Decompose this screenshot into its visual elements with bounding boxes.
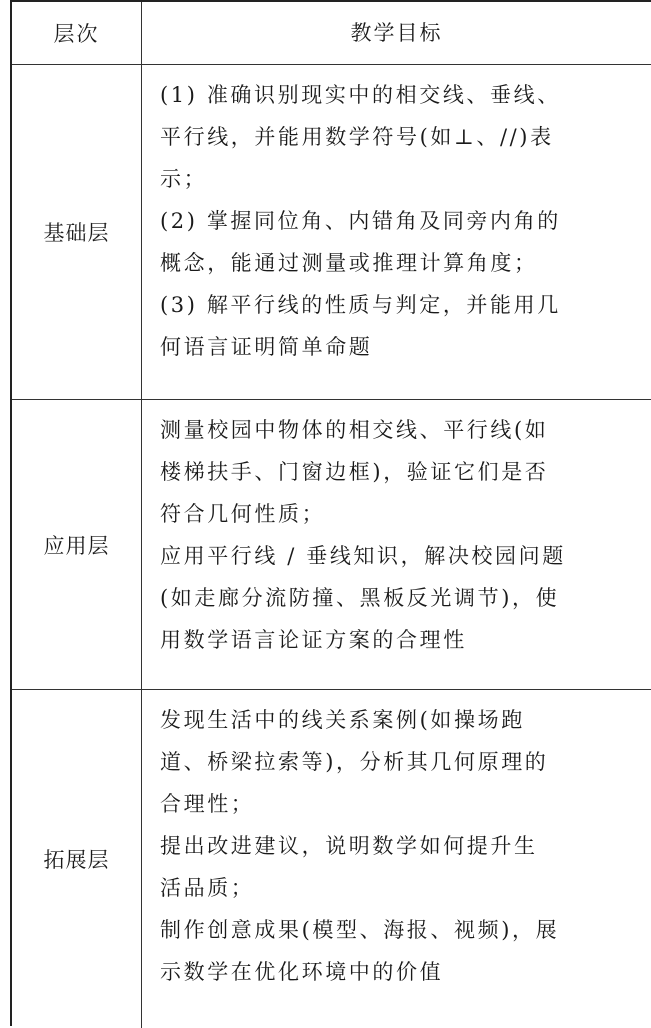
goal-line: 用数学语言论证方案的合理性 bbox=[160, 628, 467, 652]
goal-line: 概念，能通过测量或推理计算角度； bbox=[160, 251, 538, 275]
goal-line: (3) 解平行线的性质与判定，并能用几 bbox=[160, 293, 561, 317]
goal-cell bbox=[142, 400, 651, 689]
table-header-row bbox=[12, 2, 651, 65]
teaching-goals-table bbox=[10, 0, 651, 1026]
goal-line: 道、桥梁拉索等)，分析其几何原理的 bbox=[160, 750, 549, 774]
goal-cell bbox=[142, 65, 651, 399]
goal-line: (如走廊分流防撞、黑板反光调节)，使 bbox=[160, 586, 560, 610]
header-goal: 教学目标 bbox=[350, 21, 443, 45]
goal-line: 合理性； bbox=[160, 792, 255, 816]
level-label: 基础层 bbox=[12, 65, 142, 399]
goal-line: 符合几何性质； bbox=[160, 502, 326, 526]
level-label: 拓展层 bbox=[12, 690, 142, 1028]
goal-cell bbox=[142, 690, 651, 1028]
table-row bbox=[12, 400, 651, 690]
goal-line: 平行线，并能用数学符号(如⊥、//)表 bbox=[160, 125, 554, 149]
header-level: 层次 bbox=[12, 2, 142, 64]
goal-line: 测量校园中物体的相交线、平行线(如 bbox=[160, 418, 549, 442]
goal-line: 发现生活中的线关系案例(如操场跑 bbox=[160, 708, 525, 732]
goal-line: (2) 掌握同位角、内错角及同旁内角的 bbox=[160, 209, 561, 233]
table-row bbox=[12, 65, 651, 400]
goal-line: 何语言证明简单命题 bbox=[160, 335, 373, 359]
table-row bbox=[12, 690, 651, 1028]
goal-line: 应用平行线 / 垂线知识，解决校园问题 bbox=[160, 544, 566, 568]
goal-line: (1) 准确识别现实中的相交线、垂线、 bbox=[160, 83, 561, 107]
goal-line: 制作创意成果(模型、海报、视频)，展 bbox=[160, 918, 560, 942]
goal-line: 示数学在优化环境中的价值 bbox=[160, 960, 444, 984]
goal-line: 示； bbox=[160, 167, 208, 191]
goal-line: 活品质； bbox=[160, 876, 255, 900]
goal-line: 提出改进建议，说明数学如何提升生 bbox=[160, 834, 538, 858]
goal-line: 楼梯扶手、门窗边框)，验证它们是否 bbox=[160, 460, 549, 484]
level-label: 应用层 bbox=[12, 400, 142, 689]
